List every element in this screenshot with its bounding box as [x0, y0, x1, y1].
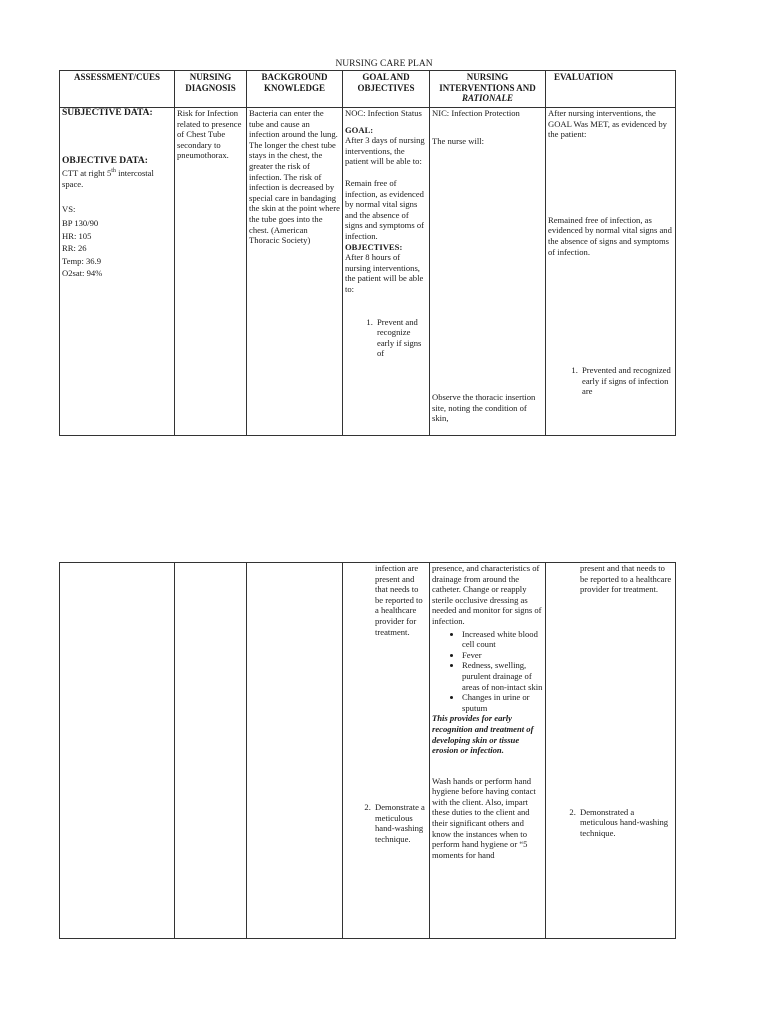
intervention-1-continued: presence, and characteristics of drainage from around the catheter. Change or reapply sterile occlusive dressing as needed and monitor for signs of infection. — [432, 563, 542, 626]
sign-item: • Increased white blood cell count — [462, 629, 543, 650]
background-cell — [247, 108, 343, 436]
objective-1-continued: infection are present and that needs to be reported to a healthcare provider for treatment. — [375, 563, 423, 637]
header-diagnosis: NURSING DIAGNOSIS — [175, 71, 247, 108]
evaluation-cell — [546, 108, 676, 436]
interventions-cell — [430, 108, 546, 436]
vital-temp: Temp: 36.9 — [62, 255, 102, 266]
header-goals: GOAL AND OBJECTIVES — [343, 71, 430, 108]
background-text: Bacteria can enter the tube and cause an infection around the lung. The longer the chest tube stays in the chest, the greater the risk of infection. The risk of infection is decreased by special care in bandaging the skin at the point where the tube goes into the chest. (American Thoracic Society) — [249, 108, 340, 246]
vital-o2sat: O2sat: 94% — [62, 268, 103, 279]
vital-hr: HR: 105 — [62, 230, 92, 241]
goals-cell-cont — [343, 563, 430, 939]
sign-item: • Redness, swelling, purulent drainage of areas of non-intact skin — [462, 660, 543, 692]
interventions-cell-cont — [430, 563, 546, 939]
header-interventions-label: NURSING INTERVENTIONS AND — [439, 72, 536, 93]
header-evaluation: EVALUATION — [546, 71, 676, 108]
objectives-label: OBJECTIVES: — [345, 241, 403, 252]
goal-outcome: Remain free of infection, as evidenced by normal vital signs and the absence of signs and symptoms of infection. — [345, 177, 425, 241]
sign-item: • Changes in urine or sputum — [462, 692, 543, 713]
assessment-cell — [60, 108, 175, 436]
diagnosis-text: Risk for Infection related to presence of Chest Tube secondary to pneumothorax. — [177, 108, 242, 161]
background-cell-cont — [247, 563, 343, 939]
sign-item: • Fever — [462, 650, 543, 661]
document-title: NURSING CARE PLAN — [335, 59, 433, 69]
header-assessment: ASSESSMENT/CUES — [60, 71, 175, 108]
vs-label: VS: — [62, 204, 76, 215]
header-background: BACKGROUND KNOWLEDGE — [247, 71, 343, 108]
header-row — [60, 71, 676, 108]
objective-text-sup: th — [111, 168, 116, 175]
nurse-will-text: The nurse will: — [432, 135, 485, 146]
subjective-label: SUBJECTIVE DATA: — [62, 108, 153, 118]
evaluation-goal: Remained free of infection, as evidenced by normal vital signs and the absence of signs and symptoms of infection. — [548, 214, 672, 257]
table-row — [60, 108, 676, 436]
objectives-text: After 8 hours of nursing interventions, the patient will be able to: — [345, 252, 424, 294]
intervention-1-text: Observe the thoracic insertion site, noting the condition of skin, — [432, 392, 536, 424]
objective-text-part: CTT at right 5 — [62, 168, 112, 179]
evaluation-list — [548, 365, 673, 397]
infection-signs-list — [432, 629, 543, 714]
goal-text: After 3 days of nursing interventions, the patient will be able to: — [345, 135, 425, 167]
evaluation-list-cont — [548, 807, 673, 839]
objectives-list — [345, 317, 427, 359]
evaluation-1-continued: present and that needs to be reported to a healthcare provider for treatment. — [580, 563, 672, 595]
care-plan-table-page1 — [59, 70, 676, 436]
vital-bp: BP 130/90 — [62, 217, 99, 228]
evaluation-item: 2. Demonstrated a meticulous hand-washing technique. — [578, 807, 673, 839]
header-interventions — [430, 71, 546, 108]
table-row — [60, 563, 676, 939]
objective-item: 2. Demonstrate a meticulous hand-washing technique. — [373, 802, 427, 844]
rationale-1: This provides for early recognition and treatment of developing skin or tissue erosion or infection. — [432, 713, 534, 756]
evaluation-item: 1. Prevented and recognized early if signs of infection are — [580, 365, 673, 397]
noc-text: NOC: Infection Status — [345, 108, 422, 118]
header-rationale-label: RATIONALE — [461, 93, 513, 103]
objective-label: OBJECTIVE DATA: — [62, 155, 148, 166]
nic-text: NIC: Infection Protection — [432, 108, 520, 118]
evaluation-intro: After nursing interventions, the GOAL Was MET, as evidenced by the patient: — [548, 108, 667, 140]
objective-text — [62, 168, 172, 189]
evaluation-cell-cont — [546, 563, 676, 939]
intervention-2-text: Wash hands or perform hand hygiene before having contact with the client. Also, impart these duties to the client and their significant others and know the instances when to perform hand hygiene or “5 moments for hand — [432, 775, 536, 860]
goals-cell — [343, 108, 430, 436]
vital-rr: RR: 26 — [62, 243, 87, 254]
diagnosis-cell — [175, 108, 247, 436]
objective-item: 1. Prevent and recognize early if signs of — [375, 317, 427, 359]
objective-text-part: intercostal space. — [62, 168, 154, 189]
goal-label: GOAL: — [345, 124, 374, 135]
assessment-cell-cont — [60, 563, 175, 939]
objectives-list-cont — [343, 802, 427, 844]
care-plan-table-page2 — [59, 562, 676, 939]
diagnosis-cell-cont — [175, 563, 247, 939]
